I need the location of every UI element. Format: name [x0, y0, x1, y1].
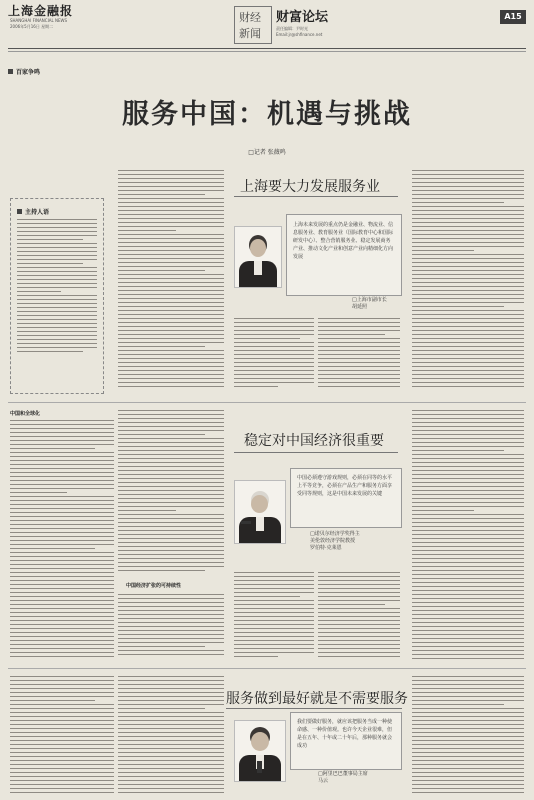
section-2-title: 稳定对中国经济很重要 — [244, 433, 384, 449]
page-number-badge: A15 — [500, 10, 526, 24]
center-text-column-2 — [118, 410, 224, 578]
section-1-caption: □上海市副市长 胡延照 — [352, 297, 387, 310]
section-label-2: 新闻 — [239, 27, 261, 40]
byline: □记者 张薇鸣 — [248, 149, 286, 156]
section-1-quote: 上海未来发展的重点仍是金融业、物流业、信息服务业、教育服务业（国际教育中心和国际研发中心）、整合营销服务业、稳定发展商务产业、推动文化产业和创意产业向精细化方向发展 — [293, 222, 394, 260]
right-text-column-1 — [412, 170, 524, 392]
section-1-title: 上海要大力发展服务业 — [240, 179, 380, 195]
host-sidebar — [10, 198, 104, 394]
section-2-text-b — [318, 572, 400, 662]
section-3-quote-box — [290, 712, 402, 770]
mid-rule-2 — [8, 668, 526, 669]
section-3-caption: □阿里巴巴董事局主席 马云 — [318, 771, 368, 784]
section-2-quote: 中国必须遵守游戏规则，必须在同等的水平上平等竞争，必须在产品生产和服务方面享受同等规则，这是中国未来发展的关键 — [297, 475, 393, 497]
section-title: 财富论坛 — [276, 10, 329, 25]
section-3-title: 服务做到最好就是不需要服务 — [226, 691, 408, 707]
masthead — [8, 2, 526, 46]
section-3-photo — [234, 720, 286, 782]
center-subhead: 中国经济扩张的可持续性 — [126, 583, 182, 589]
mid-rule-1 — [8, 402, 526, 403]
section-1-quote-box — [286, 214, 402, 296]
section-email: Email:jr@shfinance.net — [276, 32, 323, 37]
section-label-1: 财经 — [239, 11, 261, 24]
left-text-column-2 — [10, 420, 114, 662]
center-text-column-3 — [118, 594, 224, 660]
section-1-text-a — [234, 318, 314, 392]
section-2-text-a — [234, 572, 314, 662]
section-1-rule — [234, 196, 398, 197]
section-3-rule — [226, 708, 402, 709]
left-subhead: 中国和全球化 — [10, 411, 41, 417]
right-text-column-2 — [412, 410, 524, 662]
intro-text-column-1 — [118, 170, 224, 392]
section-1-photo — [234, 226, 282, 288]
right-text-column-3 — [412, 676, 524, 796]
section-2-caption: □诺贝尔经济学奖得主 美伦敦经济学院教授 罗伯特·克莱恩 — [310, 531, 360, 551]
paper-subtitle: SHANGHAI FINANCIAL NEWS — [10, 18, 67, 23]
section-3-quote: 我们要做好服务，就应该把服务当成一种使命感、一种价值观。也许今天企业很难，但是在五年、十年或二十年后，那种服务就会成功 — [297, 719, 393, 749]
masthead-rule-thin — [8, 51, 526, 52]
paper-date: 2006年5月16日 星期二 — [10, 24, 54, 29]
paper-name: 上海金融报 — [8, 4, 74, 18]
section-meta — [276, 26, 322, 38]
left-text-column-3 — [10, 676, 114, 796]
section-2-photo — [234, 480, 286, 544]
column-tag: 百家争鸣 — [8, 67, 40, 76]
host-sidebar-text — [17, 219, 97, 389]
host-sidebar-title: 主持人语 — [17, 207, 49, 216]
section-2-rule — [234, 452, 398, 453]
main-headline: 服务中国：机遇与挑战 — [122, 99, 412, 130]
masthead-rule — [8, 48, 526, 49]
section-label-box — [234, 6, 272, 44]
center-text-column-4 — [118, 676, 224, 796]
section-1-text-b — [318, 318, 400, 392]
section-editor: 责任编辑：尹时光 — [276, 26, 308, 31]
section-2-quote-box — [290, 468, 402, 528]
